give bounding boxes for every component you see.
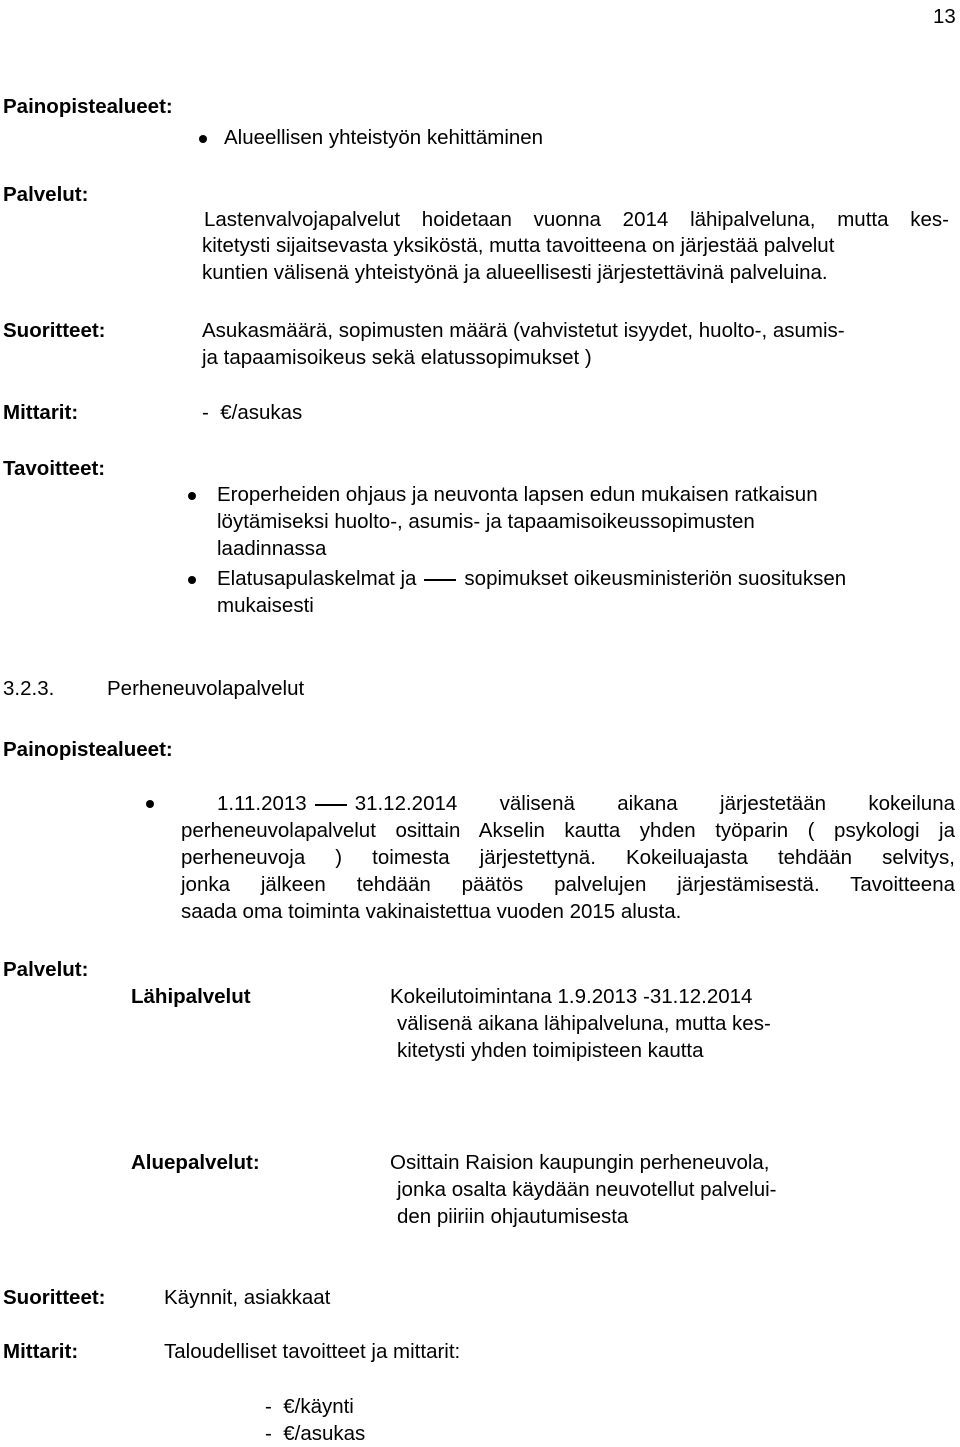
bullet-icon xyxy=(188,492,196,500)
bullet-icon xyxy=(188,576,196,584)
palvelut-text-line: Lastenvalvojapalvelut hoidetaan vuonna 2014 lähipalveluna, mutta kes- xyxy=(204,208,949,231)
date-start: 1.11.2013 xyxy=(217,792,307,815)
painopiste-text-line: saada oma toiminta vakinaistettua vuoden 2015 alusta. xyxy=(181,900,682,923)
painopiste-text-line xyxy=(217,790,955,817)
suoritteet-text-line: ja tapaamisoikeus sekä elatussopimukset ) xyxy=(202,346,592,369)
lahipalvelut-text-line: välisenä aikana lähipalveluna, mutta kes- xyxy=(397,1012,771,1035)
suoritteet-label: Suoritteet: xyxy=(3,319,106,342)
painopiste-text-line: jonka jälkeen tehdään päätös palvelujen järjestämisestä. Tavoitteena xyxy=(181,873,955,896)
aluepalvelut-text-line: den piiriin ohjautumisesta xyxy=(397,1205,629,1228)
painopistealueet-label: Painopistealueet: xyxy=(3,738,173,761)
tavoitteet-item-part: sopimukset oikeusministeriön suosituksen xyxy=(464,567,847,590)
section-title: Perheneuvolapalvelut xyxy=(107,677,305,700)
mittarit-value: Taloudelliset tavoitteet ja mittarit: xyxy=(164,1340,461,1363)
tavoitteet-item-part: Elatusapulaskelmat ja xyxy=(217,567,417,590)
bullet-icon xyxy=(199,135,207,143)
tavoitteet-item-line: Eroperheiden ohjaus ja neuvonta lapsen edun mukaisen ratkaisun xyxy=(217,483,818,506)
tavoitteet-item-line: mukaisesti xyxy=(217,594,314,617)
mittarit-label: Mittarit: xyxy=(3,401,79,424)
suoritteet-text-line: Asukasmäärä, sopimusten määrä (vahvistetut isyydet, huolto-, asumis- xyxy=(202,319,845,342)
tavoitteet-label: Tavoitteet: xyxy=(3,457,106,480)
date-range-text: 31.12.2014 välisenä aikana järjestetään kokeiluna xyxy=(354,792,955,815)
aluepalvelut-text-line: Osittain Raision kaupungin perheneuvola, xyxy=(390,1151,770,1174)
palvelut-text-line: kuntien välisenä yhteistyönä ja alueellisesti järjestettävinä palveluina. xyxy=(202,261,828,284)
painopistealueet-label: Painopistealueet: xyxy=(3,95,173,118)
lahipalvelut-label: Lähipalvelut xyxy=(131,985,251,1008)
suoritteet-value: Käynnit, asiakkaat xyxy=(164,1286,331,1309)
tavoitteet-item-line xyxy=(217,565,846,592)
mittarit-label: Mittarit: xyxy=(3,1340,79,1363)
painopiste-text-line: perheneuvoja ) toimesta järjestettynä. Kokeiluajasta tehdään selvitys, xyxy=(181,846,955,869)
tavoitteet-item-line: löytämiseksi huolto-, asumis- ja tapaamisoikeussopimusten xyxy=(217,510,755,533)
palvelut-text-line: kitetysti sijaitsevasta yksiköstä, mutta tavoitteena on järjestää palvelut xyxy=(202,234,835,257)
section-number: 3.2.3. xyxy=(3,677,55,700)
painopiste-text-line: perheneuvolapalvelut osittain Akselin kautta yhden työparin ( psykologi ja xyxy=(181,819,955,842)
mittarit-item: - €/käynti xyxy=(265,1395,354,1418)
mittarit-item: - €/asukas xyxy=(265,1422,366,1445)
suoritteet-label: Suoritteet: xyxy=(3,1286,106,1309)
aluepalvelut-label: Aluepalvelut: xyxy=(131,1151,260,1174)
tavoitteet-item-line: laadinnassa xyxy=(217,537,327,560)
palvelut-label: Palvelut: xyxy=(3,183,89,206)
lahipalvelut-text-line: kitetysti yhden toimipisteen kautta xyxy=(397,1039,704,1062)
painopiste-item: Alueellisen yhteistyön kehittäminen xyxy=(224,126,544,149)
page-number: 13 xyxy=(933,5,956,28)
dash-mark xyxy=(315,804,347,806)
lahipalvelut-text-line: Kokeilutoimintana 1.9.2013 -31.12.2014 xyxy=(390,985,753,1008)
dash-mark xyxy=(424,579,456,581)
palvelut-label: Palvelut: xyxy=(3,958,89,981)
bullet-icon xyxy=(146,800,154,808)
aluepalvelut-text-line: jonka osalta käydään neuvotellut palvelui- xyxy=(397,1178,777,1201)
mittarit-value: - €/asukas xyxy=(202,401,303,424)
